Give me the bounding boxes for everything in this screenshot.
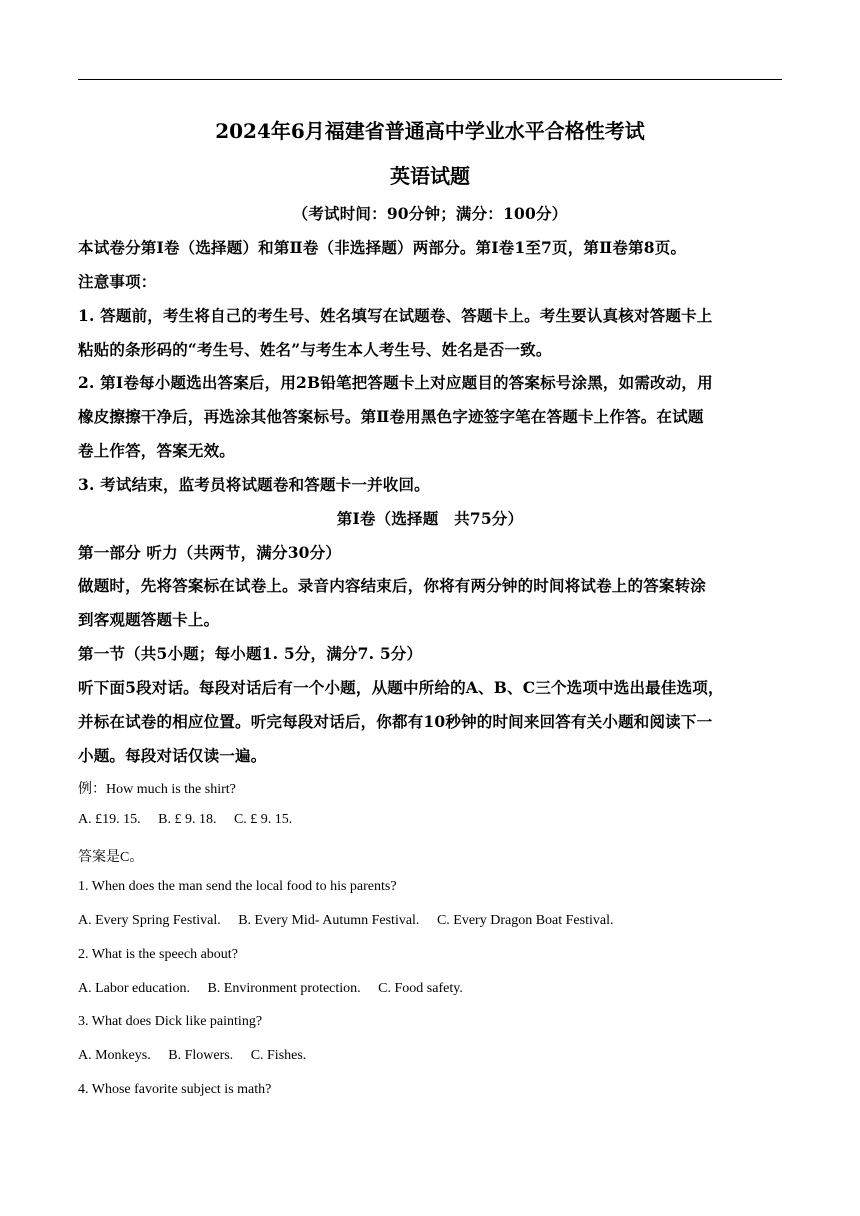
section-instructions-line-3: 小题。每段对话仅读一遍。 [78, 746, 267, 765]
notice-1-line-2: 粘贴的条形码的“考生号、姓名”与考生本人考生号、姓名是否一致。 [78, 340, 552, 359]
example-answer: 答案是C。 [78, 850, 144, 865]
section-instructions-line-2: 并标在试卷的相应位置。听完每段对话后，你都有10秒钟的时间来回答有关小题和阅读下一 [78, 712, 713, 731]
part-instructions-line-1: 做题时，先将答案标在试卷上。录音内容结束后，你将有两分钟的时间将试卷上的答案转涂 [78, 576, 707, 595]
notice-2-line-3: 卷上作答，答案无效。 [78, 441, 236, 460]
question-1-option-b: B. Every Mid- Autumn Festival. [238, 913, 420, 928]
notice-2-line-2: 橡皮擦擦干净后，再选涂其他答案标号。第Ⅱ卷用黑色字迹签字笔在答题卡上作答。在试题 [78, 407, 704, 426]
question-3-option-b: B. Flowers. [168, 1048, 234, 1063]
exam-title: 2024年6月福建省普通高中学业水平合格性考试 [215, 119, 645, 143]
volume-heading: 第Ⅰ卷（选择题 共75分） [336, 509, 524, 528]
exam-info: （考试时间：90分钟；满分：100分） [292, 204, 568, 223]
question-1-option-a: A. Every Spring Festival. [78, 913, 221, 928]
part-instructions-line-2: 到客观题答题卡上。 [78, 610, 220, 629]
section-heading: 第一节（共5小题；每小题1. 5分，满分7. 5分） [78, 644, 423, 663]
example-option-b: B. £ 9. 18. [158, 812, 217, 827]
question-1-options [78, 913, 627, 929]
question-1-option-c: C. Every Dragon Boat Festival. [436, 913, 614, 928]
exam-subtitle: 英语试题 [390, 164, 470, 188]
example-option-c: C. £ 9. 15. [233, 812, 293, 827]
notice-3-line-1: 3. 考试结束，监考员将试题卷和答题卡一并收回。 [78, 475, 430, 494]
part-heading: 第一部分 听力（共两节，满分30分） [78, 543, 342, 562]
question-3: 3. What does Dick like painting? [78, 1014, 263, 1029]
question-3-option-c: C. Fishes. [250, 1048, 307, 1063]
notice-heading: 注意事项： [78, 272, 157, 291]
question-2-option-c: C. Food safety. [378, 981, 463, 996]
question-2-option-a: A. Labor education. [78, 981, 190, 996]
header-rule [78, 79, 782, 80]
notice-2-line-1: 2. 第Ⅰ卷每小题选出答案后，用2B铅笔把答题卡上对应题目的答案标号涂黑，如需改动，用 [78, 373, 713, 392]
question-3-option-a: A. Monkeys. [78, 1048, 151, 1063]
example-options [78, 812, 306, 828]
notice-1-line-1: 1. 答题前，考生将自己的考生号、姓名填写在试题卷、答题卡上。考生要认真核对答题卡上 [78, 306, 713, 325]
example-option-a: A. £19. 15. [78, 812, 141, 827]
question-4: 4. Whose favorite subject is math? [78, 1082, 272, 1097]
question-2-options [78, 981, 477, 997]
section-instructions-line-1: 听下面5段对话。每段对话后有一个小题，从题中所给的A、B、C三个选项中选出最佳选项， [78, 678, 724, 697]
question-1: 1. When does the man send the local food to his parents? [78, 879, 397, 894]
question-2: 2. What is the speech about? [78, 947, 238, 962]
question-3-options [78, 1048, 320, 1064]
question-2-option-b: B. Environment protection. [207, 981, 361, 996]
intro-text: 本试卷分第Ⅰ卷（选择题）和第Ⅱ卷（非选择题）两部分。第Ⅰ卷1至7页，第Ⅱ卷第8页。 [78, 238, 687, 257]
example-question: 例：How much is the shirt? [78, 782, 236, 797]
